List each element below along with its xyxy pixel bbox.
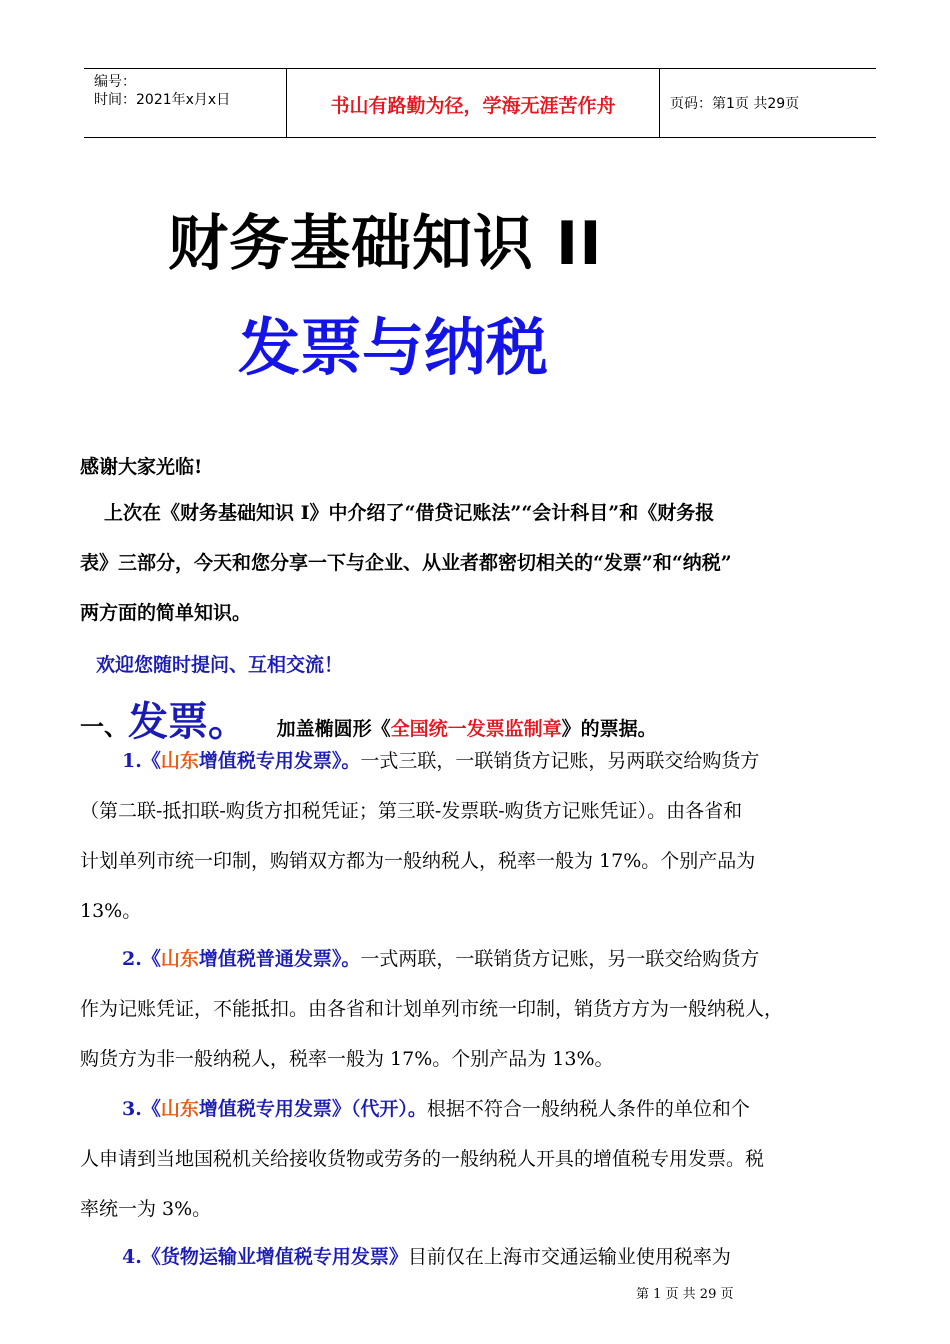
greeting: 感谢大家光临! [80, 456, 203, 478]
item1-line-4: 13%。 [80, 900, 142, 922]
page-footer: 第 1 页 共 29 页 [636, 1287, 734, 1302]
item1-line-2: （第二联-抵扣联-购货方扣税凭证；第三联-发票联-购货方记账凭证）。由各省和 [80, 800, 743, 822]
intro-line-2: 表》三部分，今天和您分享一下与企业、从业者都密切相关的“发票”和“纳税” [80, 552, 732, 574]
item1-line-3: 计划单列市统一印制，购销双方都为一般纳税人，税率一般为 17%。个别产品为 [80, 850, 756, 872]
page-info: 页码：第1页 共29页 [670, 96, 800, 112]
header-left-cell [84, 69, 287, 137]
header-middle-cell [287, 69, 660, 137]
welcome-text: 欢迎您随时提问、互相交流！ [96, 654, 344, 676]
intro-line-1: 上次在《财务基础知识 I》中介绍了“借贷记账法”“会计科目”和《财务报 [104, 502, 715, 524]
item2-line-1: 2.《山东增值税普通发票》。一式两联，一联销货方记账，另一联交给购货方 [122, 948, 760, 970]
item3-line-1: 3.《山东增值税专用发票》（代开）。根据不符合一般纳税人条件的单位和个 [122, 1098, 750, 1120]
number-label: 编号： [94, 74, 136, 90]
time-label: 时间：2021年x月x日 [94, 92, 231, 108]
item2-line-2: 作为记账凭证，不能抵扣。由各省和计划单列市统一印制，销货方方为一般纳税人， [80, 998, 784, 1020]
section1-desc: 加盖椭圆形《全国统一发票监制章》的票据。 [276, 718, 657, 740]
section1-heading [80, 690, 657, 747]
header-right-cell [660, 69, 876, 137]
item4-line-1: 4.《货物运输业增值税专用发票》目前仅在上海市交通运输业使用税率为 [122, 1246, 731, 1268]
item3-line-3: 率统一为 3%。 [80, 1198, 212, 1220]
sub-title: 发票与纳税 [238, 311, 549, 384]
intro-line-3: 两方面的简单知识。 [80, 602, 252, 624]
motto: 书山有路勤为径，学海无涯苦作舟 [330, 95, 616, 117]
section1-title: 发票。 [128, 699, 248, 745]
item2-line-3: 购货方为非一般纳税人，税率一般为 17%。个别产品为 13%。 [80, 1048, 614, 1070]
header-table [84, 68, 876, 138]
main-title: 财务基础知识 II [168, 209, 603, 279]
item3-line-2: 人申请到当地国税机关给接收货物或劳务的一般纳税人开具的增值税专用发票。税 [80, 1148, 765, 1170]
item1-line-1: 1.《山东增值税专用发票》。一式三联，一联销货方记账，另两联交给购货方 [122, 750, 760, 772]
section1-number: 一、 [80, 712, 128, 741]
